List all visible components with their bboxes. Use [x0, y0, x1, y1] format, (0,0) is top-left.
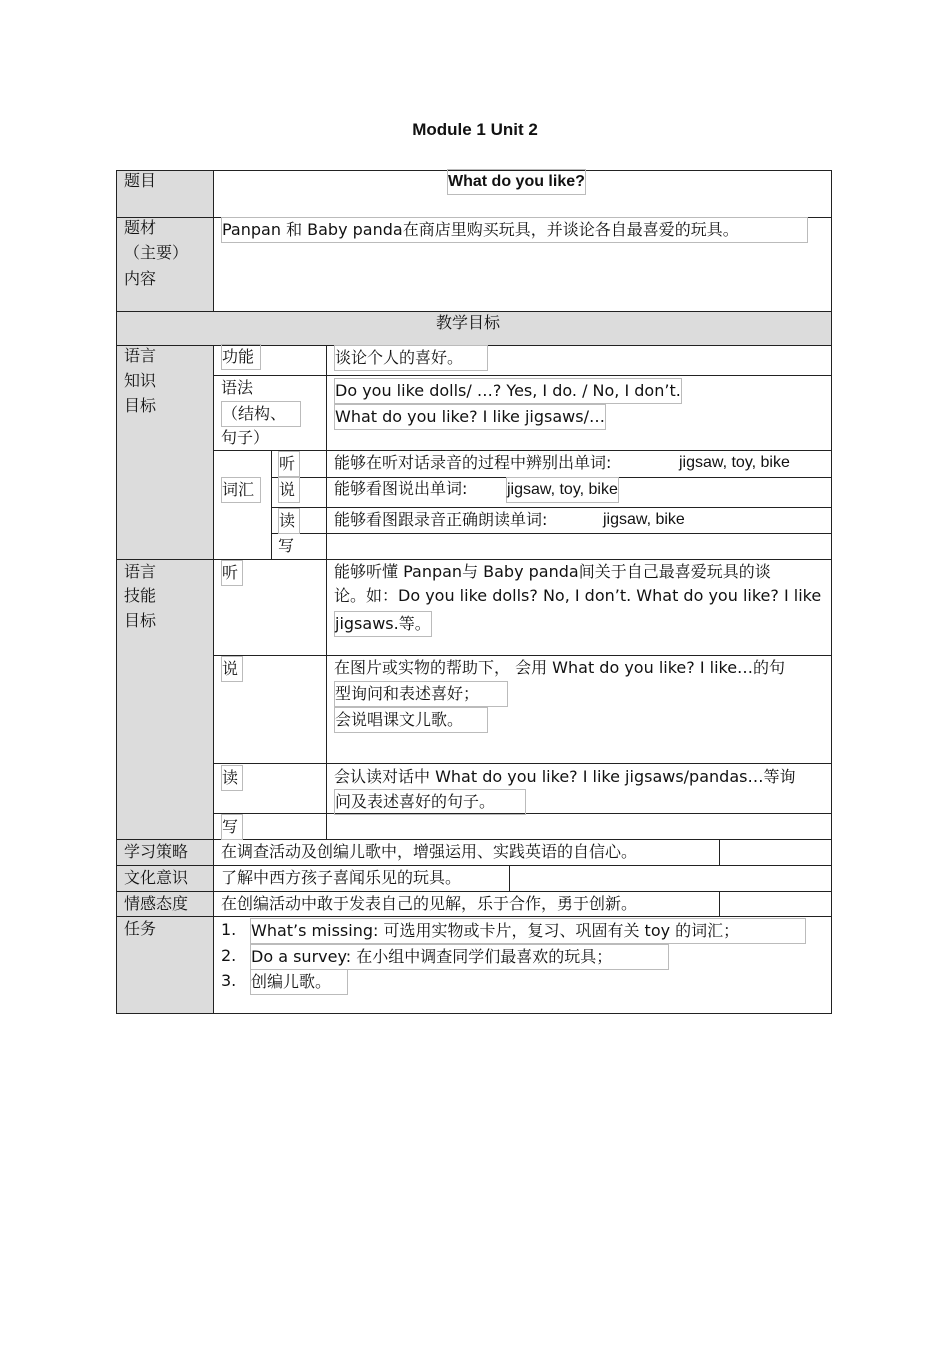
function-label: 功能: [221, 344, 261, 370]
knowledge-label-line-2: 知识: [124, 371, 157, 390]
vocab-read-label: 读: [278, 508, 300, 534]
grammar-label-line-1: 语法: [221, 378, 254, 397]
skills-read-line-1: 会认读对话中 What do you like? I like jigsaws/pandas…等询: [334, 767, 796, 786]
grammar-label-line-2: （结构、: [221, 401, 301, 427]
task-number-1: 1.: [221, 920, 237, 939]
task-item-3: 创编儿歌。: [250, 969, 348, 995]
skills-label-line-1: 语言: [124, 562, 157, 581]
task-item-2: Do a survey: 在小组中调查同学们最喜欢的玩具；: [250, 944, 669, 970]
grammar-label-line-3: 句子）: [221, 428, 270, 447]
skills-read-label: 读: [221, 765, 243, 791]
skills-read-line-2: 问及表述喜好的句子。: [334, 789, 526, 815]
grammar-line-1: Do you like dolls/ …? Yes, I do. / No, I don’t.: [334, 378, 682, 404]
skills-speak-line-2: 型询问和表述喜好；: [334, 681, 508, 707]
skills-speak-line-3: 会说唱课文儿歌。: [334, 707, 488, 733]
task-item-1: What’s missing: 可选用实物或卡片，复习、巩固有关 toy 的词汇；: [250, 918, 806, 944]
culture-divider: [509, 866, 510, 891]
attitude-value: 在创编活动中敢于发表自己的见解，乐于合作，勇于创新。: [221, 894, 638, 913]
skills-label-line-3: 目标: [124, 611, 157, 630]
material-label-line-2: （主要）: [124, 243, 189, 262]
vocab-write-label: 写: [278, 536, 295, 555]
skills-listen-line-2: 论。如：Do you like dolls? No, I don’t. What do you like? I like: [334, 586, 822, 605]
attitude-label: 情感态度: [124, 894, 189, 913]
material-label-line-3: 内容: [124, 269, 157, 288]
material-label-line-1: 题材: [124, 218, 157, 237]
topic-value: What do you like?: [447, 169, 586, 195]
vocab-listen-label: 听: [278, 451, 300, 477]
task-number-2: 2.: [221, 946, 237, 965]
document-title: Module 1 Unit 2: [412, 120, 538, 139]
vocab-read-value: 能够看图跟录音正确朗读单词:: [334, 510, 548, 529]
culture-value: 了解中西方孩子喜闻乐见的玩具。: [221, 868, 462, 887]
culture-label: 文化意识: [124, 868, 189, 887]
vocab-label: 词汇: [221, 477, 261, 503]
vocab-speak-words: jigsaw, toy, bike: [506, 477, 619, 503]
vocab-speak-value: 能够看图说出单词:: [334, 479, 468, 498]
tasks-label: 任务: [124, 919, 157, 938]
skills-label-line-2: 技能: [124, 586, 157, 605]
knowledge-label-line-1: 语言: [124, 346, 157, 365]
grammar-line-2: What do you like? I like jigsaws/…: [334, 404, 606, 430]
task-number-3: 3.: [221, 971, 237, 990]
skills-listen-line-1: 能够听懂 Panpan与 Baby panda间关于自己最喜爱玩具的谈: [334, 562, 771, 581]
vocab-listen-value: 能够在听对话录音的过程中辨别出单词:: [334, 453, 612, 472]
objectives-header: 教学目标: [436, 313, 501, 332]
vocab-speak-label: 说: [278, 477, 300, 503]
topic-label: 题目: [124, 171, 157, 190]
strategy-divider: [719, 840, 720, 865]
knowledge-label-line-3: 目标: [124, 396, 157, 415]
strategy-value: 在调查活动及创编儿歌中，增强运用、实践英语的自信心。: [221, 842, 638, 861]
vocab-listen-words: jigsaw, toy, bike: [679, 454, 790, 471]
skills-listen-line-3: jigsaws.等。: [334, 611, 432, 637]
vocab-read-words: jigsaw, bike: [603, 511, 685, 528]
skills-listen-label: 听: [221, 560, 243, 586]
function-value: 谈论个人的喜好。: [334, 345, 488, 371]
skills-write-label: 写: [221, 814, 243, 840]
skills-speak-line-1: 在图片或实物的帮助下， 会用 What do you like? I like…的句: [334, 658, 786, 677]
strategy-label: 学习策略: [124, 842, 189, 861]
skills-speak-label: 说: [221, 656, 243, 682]
material-value: Panpan 和 Baby panda在商店里购买玩具，并谈论各自最喜爱的玩具。: [221, 217, 808, 243]
attitude-divider: [719, 892, 720, 916]
